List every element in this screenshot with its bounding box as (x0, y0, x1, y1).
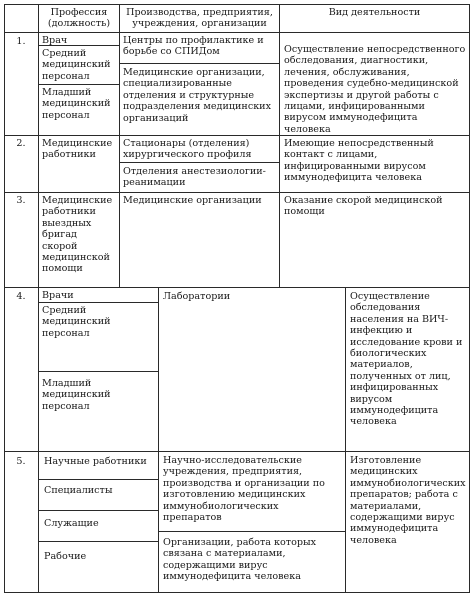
row-number: 5. (16, 456, 26, 467)
enterprise-cell: Научно-исследовательские учреждения, предприятия, производства и организации по изготовлению медицинских иммунобиологических препаратов (163, 455, 325, 524)
activity-cell: Оказание скорой медицинской помощи (284, 195, 443, 218)
profession-cell: Врач (42, 35, 68, 46)
activity-cell: Осуществление непосредственного обследования, диагностики, лечения, обслуживания, проведения судебно-медицинской экспертизы и другой работы с лицами, инфицированными вирусом иммунодефицита человека (284, 44, 466, 135)
row-number: 3. (16, 195, 26, 206)
enterprise-cell: Организации, работа которых связана с материалами, содержащими вирус иммунодефицита человека (163, 537, 317, 583)
enterprise-cell: Стационары (отделения) хирургического профиля (123, 138, 252, 161)
row-number: 4. (16, 291, 26, 302)
activity-cell: Имеющие непосредственный контакт с лицами, инфицированными вирусом иммунодефицита человека (284, 138, 434, 184)
profession-cell: Врачи (42, 290, 74, 301)
header-activity: Вид деятельности (328, 7, 421, 18)
profession-cell: Медицинские работники выездных бригад скорой медицинской помощи (42, 195, 113, 275)
enterprise-cell: Медицинские организации, специализированные отделения и структурные подразделения медицинских организаций (123, 67, 271, 124)
header-enterprise: Производства, предприятия, учреждения, организации (126, 7, 273, 30)
profession-cell: Медицинские работники (42, 138, 113, 161)
profession-cell: Рабочие (44, 551, 87, 562)
profession-cell: Средний медицинский персонал (42, 48, 111, 82)
enterprise-cell: Центры по профилактике и борьбе со СПИДом (123, 35, 264, 58)
profession-cell: Специалисты (44, 485, 113, 496)
enterprise-cell: Медицинские организации (123, 195, 262, 206)
activity-cell: Осуществление обследования населения на ВИЧ- инфекцию и исследование крови и биологических материалов, полученных от лиц, инфицированных вирусом иммунодефицита человека (350, 291, 463, 428)
profession-cell: Средний медицинский персонал (42, 305, 111, 339)
profession-cell: Младший медицинский персонал (42, 87, 111, 121)
header-profession: Профессия (должность) (47, 7, 111, 30)
profession-cell: Младший медицинский персонал (42, 378, 111, 412)
enterprise-cell: Отделения анестезиологии- реанимации (123, 166, 266, 189)
profession-cell: Научные работники (44, 456, 147, 467)
row-number: 1. (16, 36, 26, 47)
profession-cell: Служащие (44, 518, 99, 529)
row-number: 2. (16, 138, 26, 149)
activity-cell: Изготовление медицинских иммунобиологических препаратов; работа с материалами, содержащими вирус иммунодефицита человека (350, 455, 466, 546)
enterprise-cell: Лаборатории (163, 291, 231, 302)
